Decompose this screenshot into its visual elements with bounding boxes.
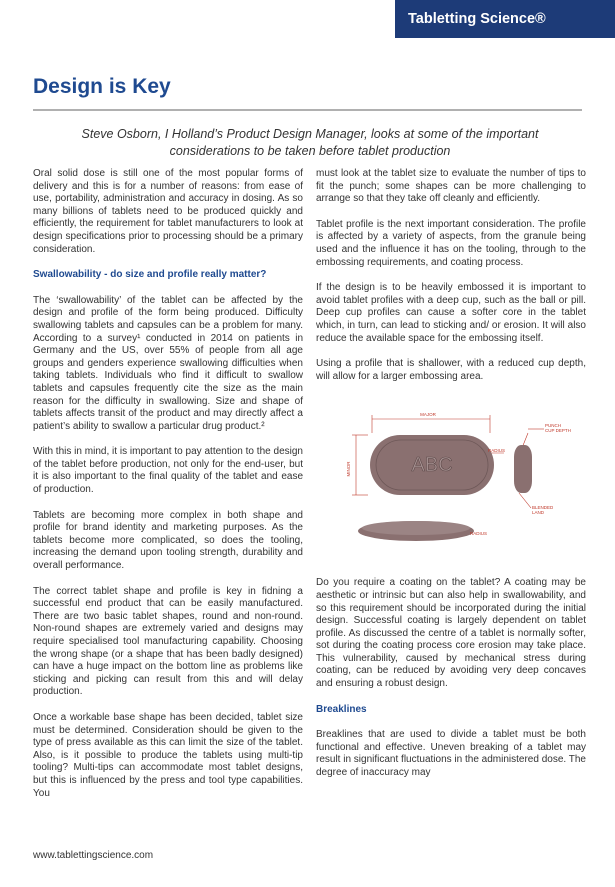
paragraph: Once a workable base shape has been decided, tablet size must be determined. Consideration should be given to the type of press available as this can limit the size of the tablet. Also, is it possible to produce the tablets using multi-tip tooling? Multi-tips can accommodate most tablet designs, but this is influenced by the press and tool type capabilities. You bbox=[33, 711, 303, 799]
paragraph: Tablet profile is the next important consideration. The profile is affected by a variety of aspects, from the granule being used and the influence it has on the tooling, through to the embossing requirements, and coating process. bbox=[316, 218, 586, 268]
paragraph: The ‘swallowability’ of the tablet can be affected by the design and profile of the form being produced. Difficulty swallowing tablets and capsules can be a problem for many. According to a survey¹ conducted in 2014 on patients in Germany and the US, over 55% of people from all age groups and genders experience swallowing difficulties when taking tablets. Individuals who find it difficult to swallow tablets and capsules frequently cite the size as the main reason for the difficulty in swallowing. Size and shape of tablets affects transit of the product and may directly affect a patient’s ability to swallow a particular drug product.² bbox=[33, 294, 303, 432]
paragraph: must look at the tablet size to evaluate the number of tips to fit the punch; some shapes can be more challenging to arrange so that they take off cleanly and efficiently. bbox=[316, 168, 586, 205]
paragraph: With this in mind, it is important to pay attention to the design of the tablet before production, not only for the end-user, but it is also important to the final quality of the tablet and ease of production. bbox=[33, 446, 303, 496]
article-subtitle: Steve Osborn, I Holland’s Product Design Manager, looks at some of the important considerations to be taken before tablet production bbox=[81, 127, 539, 158]
label-punch-cup-depth-1: PUNCH bbox=[545, 423, 562, 429]
section-heading: Breaklines bbox=[316, 703, 367, 715]
label-major: MAJOR bbox=[420, 412, 436, 418]
paragraph: Breaklines that are used to divide a tablet must be both functional and effective. Uneven breaking of a tablet may result in significant fluctuations in the administered dose. The degree of inaccuracy may bbox=[316, 729, 586, 779]
label-radius-bottom: RADIUS bbox=[470, 531, 488, 537]
emboss-text: ABC bbox=[411, 454, 453, 477]
section-tag: Tabletting Science® bbox=[395, 0, 615, 38]
paragraph: The correct tablet shape and profile is key in fidning a successful end product that can be easily manufactured. There are two basic tablet shapes, round and non-round. Non-round shapes are extremely varied and designs may require specialised tool manufacturing capability. Choosing the wrong shape (or a shape that has been badly designed) can have a huge impact on the bottom line as problems like sticking and picking can result from this and will delay production. bbox=[33, 585, 303, 698]
label-radius-top: RADIUS bbox=[488, 448, 506, 454]
title-divider bbox=[33, 109, 582, 111]
label-blended-land-1: BLENDED bbox=[532, 505, 554, 511]
label-blended-land-2: LAND bbox=[532, 510, 545, 516]
paragraph: Using a profile that is shallower, with a reduced cup depth, will allow for a larger embossing area. bbox=[316, 358, 586, 382]
right-column bbox=[316, 168, 586, 793]
paragraph: Do you require a coating on the tablet? A coating may be aesthetic or intrinsic but can also help in swallowability, and so this requirement should be incorporated during the initial design. Successful coating is largely dependent on tablet profile. As discussed the centre of a tablet is normally softer, sot during the coating process core erosion may take place. This vulnerability, caused by mechanical stress during coating, can be reduced by avoiding very deep concaves and ensuring a robust design. bbox=[316, 577, 586, 690]
label-punch-cup-depth-2: CUP DEPTH bbox=[545, 428, 571, 434]
paragraph: If the design is to be heavily embossed it is important to avoid tablet profiles with a deep cup, such as the ball or pill. Deep cup profiles can cause a softer core in the tablet which, in turn, can lead to sticking and/ or erosion. It will also reduce the available space for the embossing itself. bbox=[316, 282, 586, 344]
tablet-diagram bbox=[316, 403, 586, 563]
paragraph: Oral solid dose is still one of the most popular forms of delivery and this is for a number of reasons: from ease of use, portability, administration and accuracy in dosing. As so many billions of tablets need to be produced quickly and efficiently, the requirement for tablet manufacturers to look at design specifications prior to processing should be a primary consideration. bbox=[33, 168, 303, 255]
section-heading: Swallowability - do size and profile really matter? bbox=[33, 269, 267, 281]
tablet-side-view bbox=[514, 445, 532, 493]
left-column bbox=[33, 168, 303, 813]
footer-url[interactable]: www.tablettingscience.com bbox=[33, 850, 154, 861]
paragraph: Tablets are becoming more complex in both shape and profile for brand identity and marketing purposes. As the tablets become more complicated, so does the tooling, increasing the demand upon tooling strength, durability and overall performance. bbox=[33, 509, 303, 572]
article-title: Design is Key bbox=[33, 75, 171, 98]
tablet-perspective-top bbox=[362, 521, 470, 535]
label-minor: MINOR bbox=[346, 461, 351, 477]
